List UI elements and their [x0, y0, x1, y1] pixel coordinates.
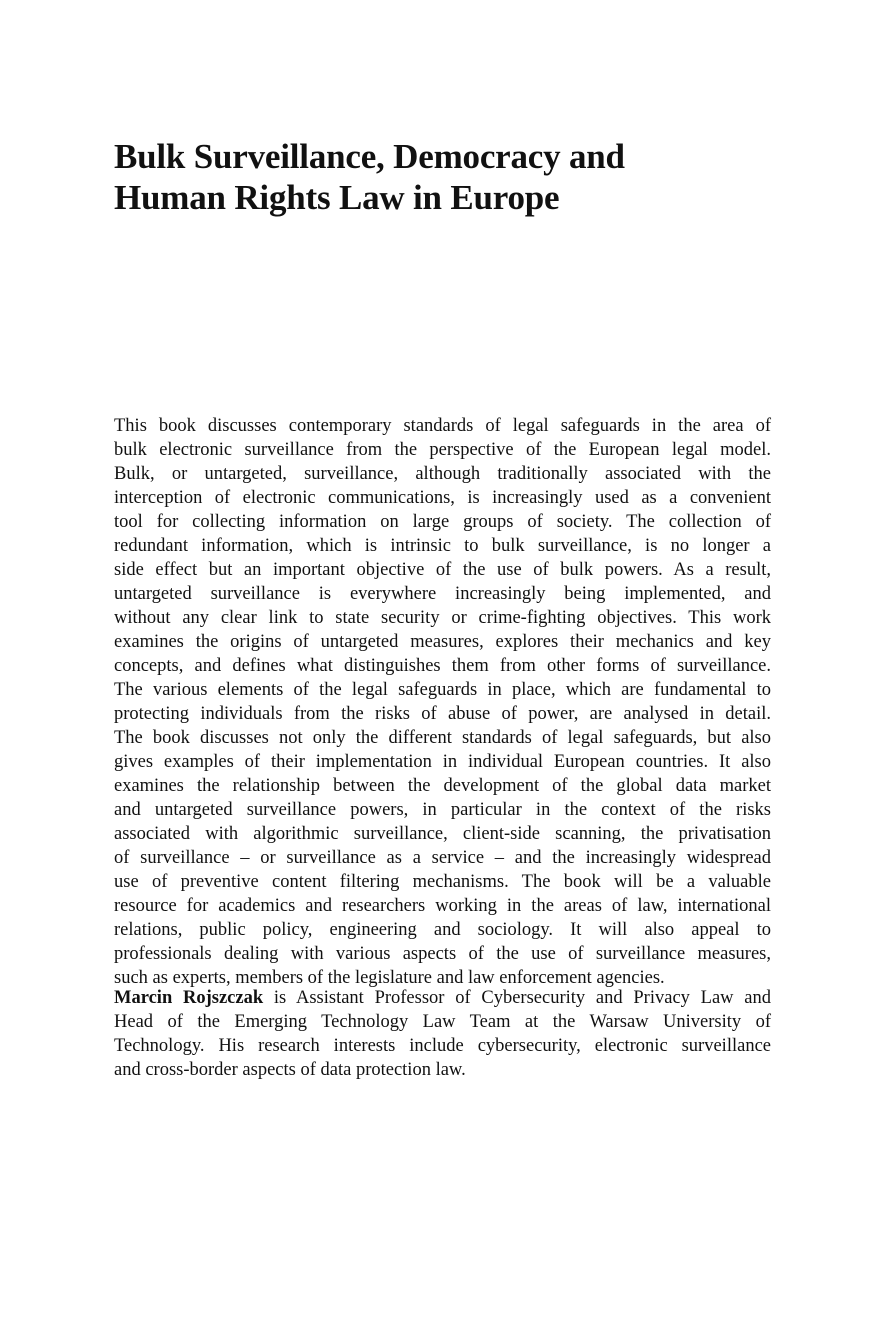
- description-line: redundant information, which is intrinsic to bulk surveillance, is no longer a: [114, 536, 771, 556]
- description-line: tool for collecting information on large groups of society. The collection of: [114, 512, 771, 532]
- author-name: Marcin Rojszczak: [114, 988, 264, 1008]
- description-line: professionals dealing with various aspects of the use of surveillance measures,: [114, 944, 771, 964]
- author-bio-line: and cross-border aspects of data protection law.: [114, 1060, 466, 1080]
- description-line: The various elements of the legal safeguards in place, which are fundamental to: [114, 680, 771, 700]
- author-bio-intro: is Assistant Professor of Cybersecurity and Privacy Law and: [263, 988, 772, 1008]
- author-bio-line: [114, 986, 771, 1010]
- description-line: bulk electronic surveillance from the perspective of the European legal model.: [114, 440, 771, 460]
- book-description: [114, 414, 771, 990]
- description-line: This book discusses contemporary standards of legal safeguards in the area of: [114, 416, 771, 436]
- description-line: use of preventive content filtering mechanisms. The book will be a valuable: [114, 872, 771, 892]
- description-line: side effect but an important objective of the use of bulk powers. As a result,: [114, 560, 771, 580]
- description-line: interception of electronic communications, is increasingly used as a convenient: [114, 488, 771, 508]
- description-line: without any clear link to state security or crime-fighting objectives. This work: [114, 608, 771, 628]
- description-line: such as experts, members of the legislature and law enforcement agencies.: [114, 968, 665, 988]
- description-line: gives examples of their implementation in individual European countries. It also: [114, 752, 771, 772]
- author-bio-line: Head of the Emerging Technology Law Team at the Warsaw University of: [114, 1012, 771, 1032]
- description-line: untargeted surveillance is everywhere increasingly being implemented, and: [114, 584, 771, 604]
- author-bio-line: Technology. His research interests include cybersecurity, electronic surveillance: [114, 1036, 771, 1056]
- description-line: concepts, and defines what distinguishes them from other forms of surveillance.: [114, 656, 771, 676]
- book-title-line-2: Human Rights Law in Europe: [114, 178, 560, 217]
- author-bio: [114, 986, 771, 1082]
- description-line: associated with algorithmic surveillance, client-side scanning, the privatisation: [114, 824, 771, 844]
- book-title: [114, 136, 794, 218]
- description-line: and untargeted surveillance powers, in particular in the context of the risks: [114, 800, 771, 820]
- description-line: examines the relationship between the development of the global data market: [114, 776, 771, 796]
- book-title-line-1: Bulk Surveillance, Democracy and: [114, 137, 625, 176]
- description-line: protecting individuals from the risks of abuse of power, are analysed in detail.: [114, 704, 771, 724]
- description-line: The book discusses not only the different standards of legal safeguards, but also: [114, 728, 771, 748]
- description-line: Bulk, or untargeted, surveillance, although traditionally associated with the: [114, 464, 771, 484]
- description-line: examines the origins of untargeted measures, explores their mechanics and key: [114, 632, 771, 652]
- description-line: resource for academics and researchers working in the areas of law, international: [114, 896, 771, 916]
- description-line: relations, public policy, engineering and sociology. It will also appeal to: [114, 920, 771, 940]
- description-line: of surveillance – or surveillance as a service – and the increasingly widespread: [114, 848, 771, 868]
